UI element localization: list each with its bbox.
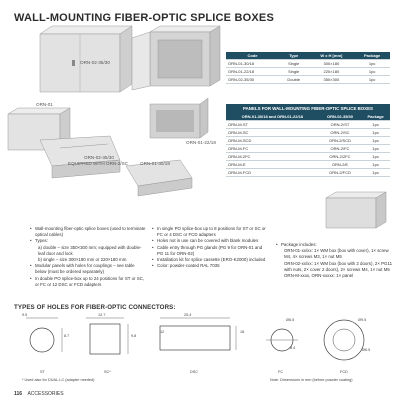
dsc-label: DSC	[190, 370, 199, 374]
label-orn-01-22: ORN-01-22/18	[186, 140, 216, 145]
spec-table-cell: 1pc	[354, 60, 390, 68]
spec-table-cell: ORN-02-35/30	[226, 76, 279, 84]
panels-table-row	[226, 153, 390, 161]
feature-item: • Installation kit for splice cassette (ERO-K2000) included	[152, 257, 268, 263]
panels-table-cell: 1pc	[361, 153, 390, 161]
panels-col-double: ORN-02-35/30	[319, 113, 362, 121]
panels-table-cell: ORN-M-FCD	[226, 169, 319, 177]
spec-table-cell: 350×300	[308, 76, 354, 84]
spec-table-cell: Single	[279, 68, 308, 76]
panels-table-cell: ORN-M-FC	[226, 145, 319, 153]
spec-table-cell: 1pc	[354, 76, 390, 84]
panels-table-cell: ORN-2/FCD	[319, 169, 362, 177]
feature-item: • Package includes:	[276, 242, 396, 248]
feature-item: • Cable entry through PG glands (PG 9 for ORN-01 and PG 11 for ORN-02)	[152, 245, 268, 257]
panels-table-cell: ORN-M-2FC	[226, 153, 319, 161]
panels-col-package: Package	[361, 113, 390, 121]
st-hole-diagram	[26, 318, 62, 352]
footnote-left: * Used also for DUAL-LC (adapter needed)	[22, 378, 95, 382]
sc-hole-diagram	[86, 318, 128, 354]
dsc-hole-diagram	[160, 318, 236, 350]
st-label: ST	[40, 370, 45, 374]
spec-col-type: Type	[279, 52, 308, 60]
panels-table-row	[226, 137, 390, 145]
spec-table-row	[226, 76, 390, 84]
feature-item: ORN-02-xx/xx: 1× WM box (box with 2 doors), 2× PG11 with nuts, 2× cover 2 doors), 2× screws M4, 1× nut M5	[284, 260, 393, 272]
panels-table-header	[226, 113, 390, 121]
section-name: ACCESSORIES	[27, 391, 64, 397]
features-list-right	[276, 242, 396, 279]
feature-item: • In single PO splice-box up to 8 positions for ST or SC or FC or 4 DSC or FCD adapters	[152, 226, 268, 238]
orn-01-22-box-image	[150, 98, 208, 138]
footnote-right: Note: Dimensions in mm (before powder coating)	[270, 378, 353, 382]
sc-dim-2: 9.8	[131, 334, 137, 338]
spec-table-cell: Single	[279, 60, 308, 68]
feature-item: • Holes not in use can be covered with blank modules	[152, 238, 268, 244]
features-list-middle	[152, 226, 268, 269]
panels-table-cell: ORN-2/SC	[319, 129, 362, 137]
splice-box-detail-image	[322, 190, 392, 232]
panels-table	[226, 113, 390, 177]
fc-label: FC	[278, 370, 284, 374]
feature-item: • Modular panels with holes for couplings – see table below (must be ordered separately)	[30, 263, 146, 275]
spec-table-cell: 1pc	[354, 68, 390, 76]
panels-table-title: PANELS FOR WALL-MOUNTING FIBER-OPTIC SPLICE BOXES	[226, 104, 390, 113]
panels-col-single: ORN-01-30/18 and ORN-01-22/18	[226, 113, 319, 121]
panels-table-cell: ORN-2/SCD	[319, 137, 362, 145]
panels-table-cell: 1pc	[361, 169, 390, 177]
label-orn-01: ORN-01	[36, 102, 53, 107]
features-list-left	[30, 226, 146, 288]
panels-table-cell: 1pc	[361, 145, 390, 153]
panels-table-cell: ORN-M-SCD	[226, 137, 319, 145]
spec-table-row	[226, 68, 390, 76]
sc-label: SC*	[104, 370, 111, 374]
fc-dim-1: Ø6.5	[286, 318, 295, 322]
panels-table-cell: 1pc	[361, 161, 390, 169]
fcd-dim-2: Ø6.5	[362, 348, 371, 352]
st-dim-2: 8.7	[64, 334, 70, 338]
feature-item: a) double – size 350×300 mm; equipped with double-leaf door and lock	[38, 244, 142, 256]
spec-col-package: Package	[354, 52, 390, 60]
fc-dim-2: 8.4	[290, 346, 296, 350]
dsc-dim-2: 18	[240, 330, 245, 334]
feature-item: • Color: powder-coated RAL 7035	[152, 263, 268, 269]
feature-item: ORN-M-xxxx, ORN-xxxxx: 1× panel	[284, 273, 354, 279]
panels-table-row	[226, 169, 390, 177]
label-orn-02: ORN-02-35/30	[80, 60, 110, 65]
panels-table-cell: ORN-2/2FC	[319, 153, 362, 161]
panels-table-cell: ORN-M-SC	[226, 129, 319, 137]
page-footer	[14, 391, 64, 397]
panels-table-row	[226, 145, 390, 153]
spec-table	[226, 52, 390, 84]
orn-open-box-image	[132, 26, 220, 90]
feature-item: • Types:	[30, 238, 146, 244]
spec-table-cell: ORN-01-30/18	[226, 60, 279, 68]
dsc-dim-1: 25.4	[184, 313, 192, 317]
st-dim-1: 9.5	[22, 313, 28, 317]
label-orn-02-equipped-sub: EQUIPPED WITH ORN-2/SC	[68, 161, 128, 166]
dsc-dim-3: 12	[160, 330, 165, 334]
feature-item: ORN-01-xx/xx: 1× WM box (box with cover), 1× screw M4, 4× screws M3, 1× nut M5	[284, 248, 389, 260]
label-orn-01-30: ORN-01-30/18	[140, 161, 170, 166]
spec-col-size: W x H [mm]	[308, 52, 354, 60]
spec-table-cell: ORN-01-22/18	[226, 68, 279, 76]
spec-table-cell: 220×180	[308, 68, 354, 76]
page-number: 116	[14, 391, 23, 397]
feature-item: b) single – size 300×180 mm or 220×180 mm	[38, 257, 127, 263]
panels-table-cell: 1pc	[361, 137, 390, 145]
panels-table-cell: ORN-2/ST	[319, 121, 362, 129]
holes-section-title: TYPES OF HOLES FOR FIBER-OPTIC CONNECTORS:	[14, 304, 176, 311]
panels-table-cell: ORN-M-ST	[226, 121, 319, 129]
panels-table-row	[226, 121, 390, 129]
spec-table-cell: 300×180	[308, 60, 354, 68]
fcd-dim-1: Ø9.5	[358, 318, 367, 322]
feature-item: • Wall-mounting fiber-optic splice boxes (used to terminate optical cables)	[30, 226, 146, 238]
panels-table-cell: ORN-2/E	[319, 161, 362, 169]
panels-table-row	[226, 129, 390, 137]
sc-dim-1: 12.7	[98, 313, 106, 317]
panels-table-row	[226, 161, 390, 169]
panels-table-cell: ORN-2/FC	[319, 145, 362, 153]
panels-table-cell: 1pc	[361, 129, 390, 137]
feature-item: • In double PO splice-box up to 24 positions for ST or SC, or FC or 12 DSC or FCD adapters	[30, 276, 146, 288]
hole-diagrams	[14, 312, 396, 374]
panels-table-cell: 1pc	[361, 121, 390, 129]
label-orn-02-equipped: ORN-02-35/30	[84, 155, 114, 160]
page-title: WALL-MOUNTING FIBER-OPTIC SPLICE BOXES	[14, 12, 274, 24]
panels-table-block	[226, 104, 390, 177]
panels-table-cell: ORN-M-E	[226, 161, 319, 169]
spec-col-code: Code	[226, 52, 279, 60]
orn-02-box-image	[40, 26, 132, 92]
spec-table-header	[226, 52, 390, 60]
spec-table-cell: Double	[279, 76, 308, 84]
fcd-label: FCD	[340, 370, 348, 374]
spec-table-row	[226, 60, 390, 68]
product-illustrations	[0, 24, 230, 210]
